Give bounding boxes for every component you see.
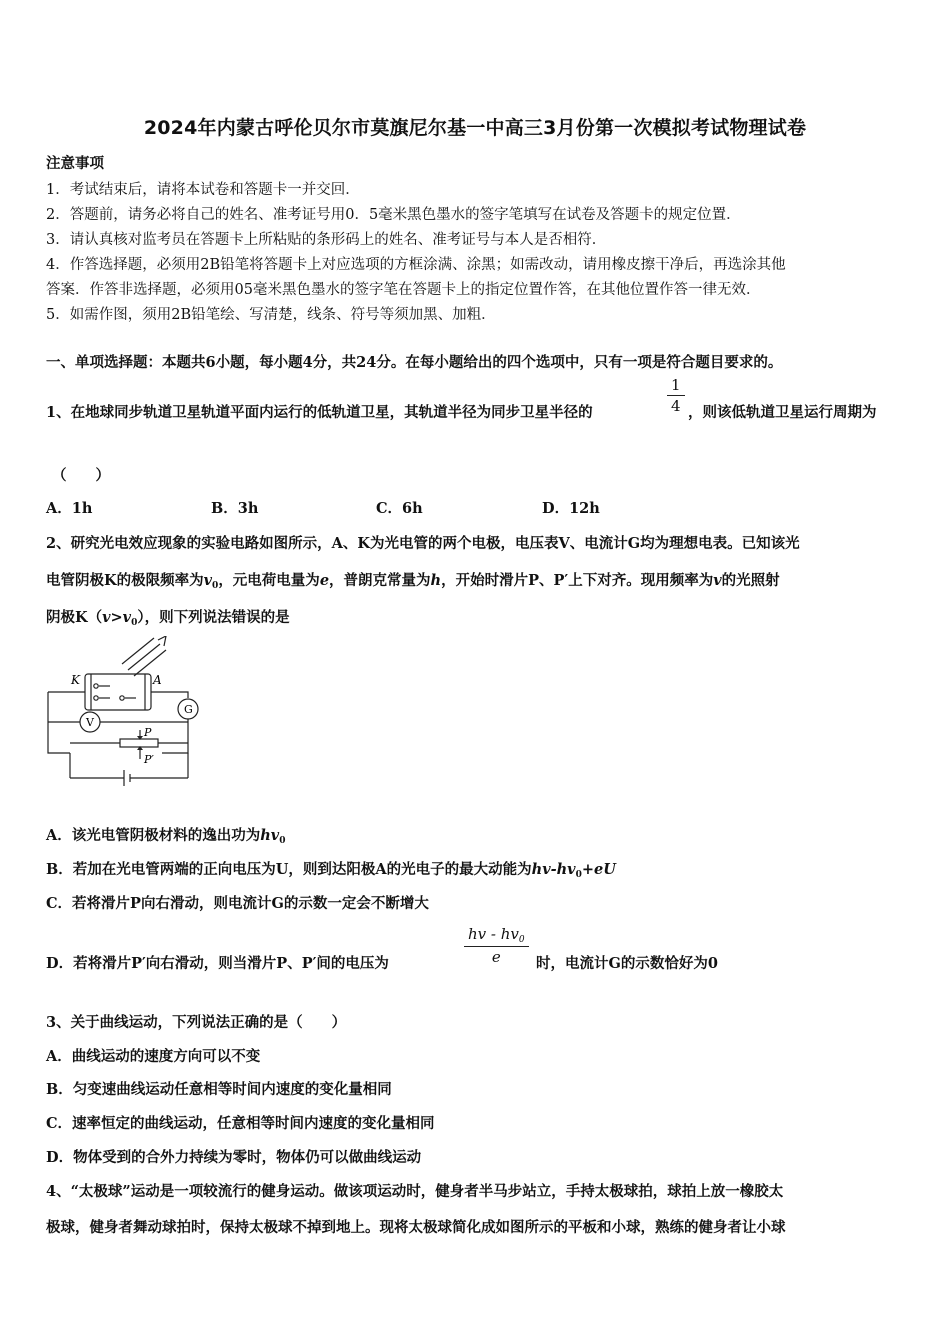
q2-line1: 2、研究光电效应现象的实验电路如图所示，A、K为光电管的两个电极，电压表V、电流计G均为理想电表。已知该光 [46, 535, 800, 552]
label-g: G [184, 703, 193, 716]
q2-text: ，开始时滑片P、P′上下对齐。现用频率为 [441, 572, 714, 589]
q2-option-d-b: 时，电流计G的示数恰好为0 [536, 955, 718, 972]
q2-text: ，普朗克常量为 [329, 572, 431, 589]
q2-line2 [46, 569, 780, 591]
q1-fraction [667, 376, 685, 415]
option-expr: hv [260, 827, 280, 844]
circuit-diagram [40, 636, 215, 786]
label-k: K [71, 673, 80, 687]
q1-option-a: A．1h [46, 500, 93, 517]
q1-paren: （ ） [52, 467, 110, 484]
q2-text: 阴极K（ [46, 609, 103, 626]
label-v: V [86, 716, 94, 729]
option-text: A．该光电管阴极材料的逸出功为 [46, 827, 261, 844]
q3-stem: 3、关于曲线运动，下列说法正确的是（ ） [46, 1014, 347, 1031]
q1-stem-a: 1、在地球同步轨道卫星轨道平面内运行的低轨道卫星，其轨道半径为同步卫星半径的 [46, 404, 593, 421]
fraction-numerator [464, 925, 529, 945]
q1-option-d: D．12h [542, 500, 600, 517]
q1-frac-denominator: 4 [671, 397, 681, 415]
q1-option-b: B．3h [211, 500, 259, 517]
label-a: A [153, 673, 162, 687]
q2-line3 [46, 606, 290, 628]
note-item: 答案．作答非选择题，必须用05毫米黑色墨水的签字笔在答题卡上的指定位置作答，在其他位置作答一律无效． [46, 282, 761, 298]
fraction-bar [464, 946, 529, 947]
numerator-text: hv - hv [468, 925, 519, 943]
q3-option-b: B．匀变速曲线运动任意相等时间内速度的变化量相同 [46, 1081, 392, 1098]
symbol-v: v [713, 572, 722, 589]
page-title: 2024年内蒙古呼伦贝尔市莫旗尼尔基一中高三3月份第一次模拟考试物理试卷 [143, 117, 807, 139]
notes-heading: 注意事项 [46, 155, 104, 172]
option-expr: hv-hv [531, 861, 576, 878]
note-item: 3．请认真核对监考员在答题卡上所粘贴的条形码上的姓名、准考证号与本人是否相符． [46, 232, 607, 248]
subscript: 0 [212, 581, 219, 591]
symbol-v: v [203, 572, 213, 589]
condition: v>v [102, 609, 132, 626]
option-expr: +eU [581, 861, 616, 878]
subscript: 0 [131, 618, 138, 628]
section-heading: 一、单项选择题：本题共6小题，每小题4分，共24分。在每小题给出的四个选项中，只有一项是符合题目要求的。 [46, 354, 783, 371]
q4-line1: 4、“太极球”运动是一项较流行的健身运动。做该项运动时，健身者半马步站立，手持太极球拍，球拍上放一橡胶太 [46, 1183, 784, 1200]
subscript: 0 [279, 836, 286, 846]
q2-text: 电管阴极K的极限频率为 [46, 572, 204, 589]
fraction-bar [667, 395, 685, 396]
q3-option-a: A．曲线运动的速度方向可以不变 [46, 1048, 261, 1065]
q2-option-b [46, 858, 616, 880]
note-item: 1．考试结束后，请将本试卷和答题卡一并交回． [46, 182, 360, 198]
note-item: 5．如需作图，须用2B铅笔绘、写清楚，线条、符号等须加黑、加粗． [46, 307, 496, 323]
q2-option-d-a: D．若将滑片P′向右滑动，则当滑片P、P′间的电压为 [46, 955, 389, 972]
q4-line2: 极球，健身者舞动球拍时，保持太极球不掉到地上。现将太极球简化成如图所示的平板和小球，熟练的健身者让小球 [46, 1219, 786, 1236]
option-text: B．若加在光电管两端的正向电压为U，则到达阳极A的光电子的最大动能为 [46, 861, 532, 878]
q1-option-c: C．6h [376, 500, 423, 517]
q3-option-c: C．速率恒定的曲线运动，任意相等时间内速度的变化量相同 [46, 1115, 435, 1132]
note-item: 4．作答选择题，必须用2B铅笔将答题卡上对应选项的方框涂满、涂黑；如需改动，请用橡皮擦干净后，再选涂其他 [46, 257, 786, 273]
q3-option-d: D．物体受到的合外力持续为零时，物体仍可以做曲线运动 [46, 1149, 422, 1166]
symbol-h: h [430, 572, 442, 589]
q2-d-fraction [464, 925, 529, 966]
fraction-denominator: e [491, 948, 501, 966]
q1-frac-numerator: 1 [671, 376, 681, 394]
subscript: 0 [518, 935, 525, 945]
label-p-prime: P′ [144, 753, 154, 766]
note-item: 2．答题前，请务必将自己的姓名、准考证号用0．5毫米黑色墨水的签字笔填写在试卷及答题卡的规定位置． [46, 207, 741, 223]
subscript: 0 [575, 870, 582, 880]
q2-text: ），则下列说法错误的是 [137, 609, 290, 626]
q1-stem-b: ，则该低轨道卫星运行周期为 [688, 404, 877, 421]
label-p: P [144, 726, 152, 739]
q2-text: 的光照射 [721, 572, 780, 589]
q2-text: ，元电荷电量为 [218, 572, 320, 589]
q2-option-c: C．若将滑片P向右滑动，则电流计G的示数一定会不断增大 [46, 895, 429, 912]
symbol-e: e [319, 572, 330, 589]
q2-option-a [46, 824, 285, 846]
